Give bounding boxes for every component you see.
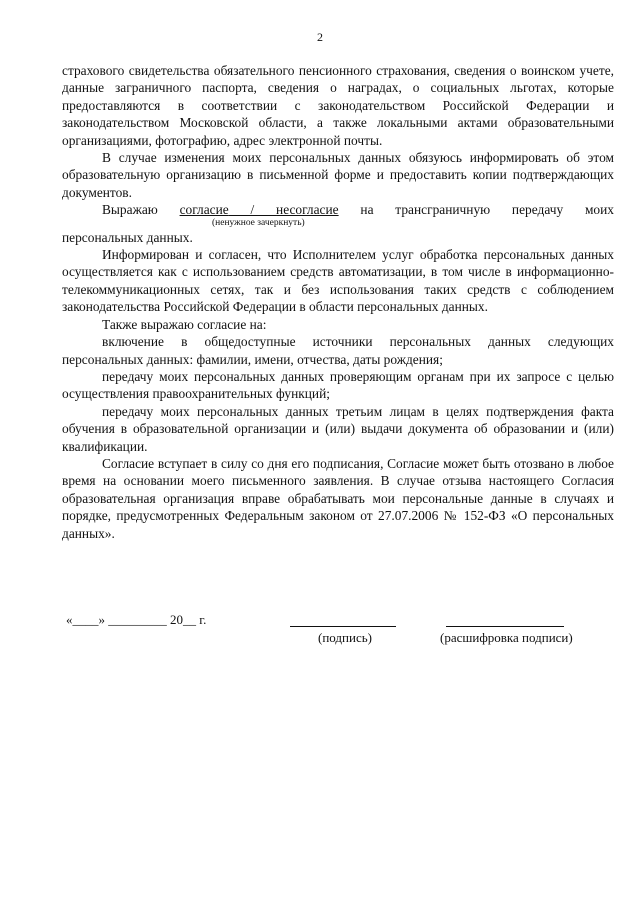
consent-suffix: на трансграничную передачу моих <box>338 202 614 218</box>
signature-line <box>290 626 396 627</box>
paragraph-personal-data-list: страхового свидетельства обязательного пенсионного страхования, сведения о воинском учете, данные заграничного паспорта, сведения о наградах, о социальных льготах, которые предоставляются в соответствии с законодательством Российской Федерации и законодательством Московской области, а также локальными актами образовательными организациями, фотографию, адрес электронной почты. <box>62 63 614 148</box>
signature-block <box>0 612 640 652</box>
consent-tail: персональных данных. <box>62 229 193 245</box>
date-field: «____» _________ 20__ г. <box>66 612 207 627</box>
paragraph-processing-info: Информирован и согласен, что Исполнителем услуг обработка персональных данных осуществляется как с использованием средств автоматизации, в том числе в информационно-телекоммуникационных сетях, так и без использования таких средств с соблюдением законодательства Российской Федерации в области персональных данных. <box>62 247 614 315</box>
decryption-caption: (расшифровка подписи) <box>440 630 573 645</box>
paragraph-cross-border-consent <box>62 201 614 218</box>
paragraph-change-notification: В случае изменения моих персональных данных обязуюсь информировать об этом образовательную организацию в письменной форме и предоставить копии подтверждающих документов. <box>62 150 614 200</box>
paragraph-third-parties: передачу моих персональных данных третьим лицам в целях подтверждения факта обучения в образовательной организации и (или) выдачи документа об образовании и (или) квалификации. <box>62 403 614 454</box>
paragraph-public-sources: включение в общедоступные источники персональных данных следующих персональных данных: фамилии, имени, отчества, даты рождения; <box>62 334 614 367</box>
consent-option-agree: согласие <box>179 202 229 218</box>
paragraph-inspecting-bodies: передачу моих персональных данных проверяющим органам при их запросе с целью осуществления правоохранительных функций; <box>62 368 614 402</box>
signature-caption: (подпись) <box>318 630 372 645</box>
consent-prefix: Выражаю <box>102 202 180 218</box>
page-number: 2 <box>317 30 323 44</box>
consent-separator: / <box>228 202 277 218</box>
paragraph-validity: Согласие вступает в силу со дня его подписания, Согласие может быть отозвано в любое время на основании моего письменного заявления. В случае отзыва настоящего Согласия образовательная организация вправе обрабатывать мои персональные данные в случаях и порядке, предусмотренных Федеральным законом от 27.07.2006 № 152-ФЗ «О персональных данных». <box>62 455 614 541</box>
consent-hint: (ненужное зачеркнуть) <box>212 217 305 228</box>
consent-option-disagree: несогласие <box>276 202 339 218</box>
document-body <box>62 62 614 542</box>
decryption-line <box>446 626 564 627</box>
paragraph-also-consent: Также выражаю согласие на: <box>102 316 267 332</box>
